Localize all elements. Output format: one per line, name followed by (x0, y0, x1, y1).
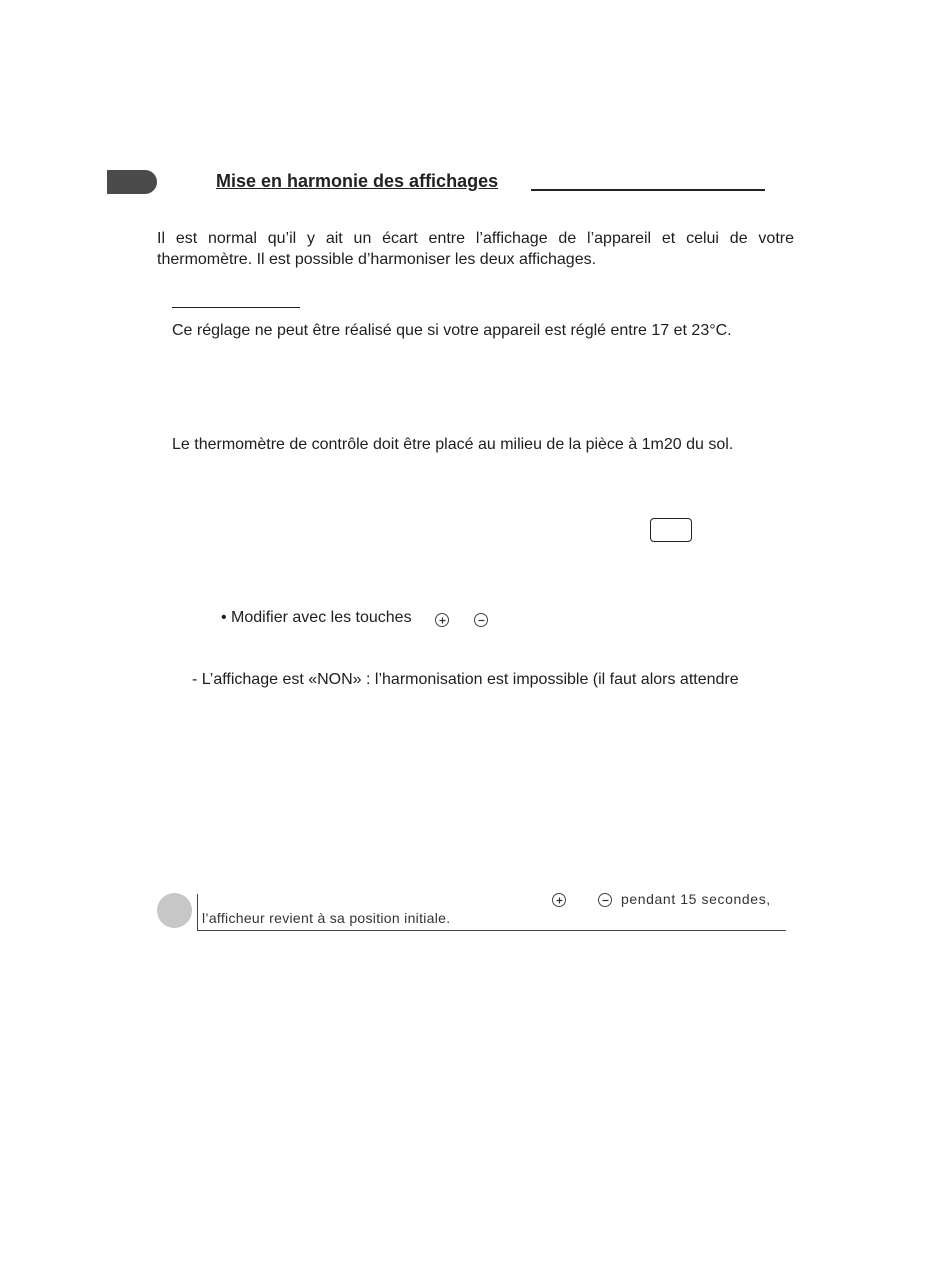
info-text-tail: pendant 15 secondes, (621, 891, 771, 907)
display-key-box (650, 518, 692, 542)
note-rule (172, 307, 300, 308)
info-box-left-rule (197, 894, 198, 930)
section-tab-marker (107, 170, 157, 194)
info-text-line2: l’afficheur revient à sa position initiale. (202, 910, 451, 926)
section-title: Mise en harmonie des affichages (216, 171, 499, 191)
plus-circle-icon (552, 893, 566, 907)
minus-circle-icon (474, 613, 488, 627)
minus-circle-icon (598, 893, 612, 907)
non-display-text: - L’affichage est «NON» : l’harmonisation est impossible (il faut alors attendre (192, 671, 739, 688)
modify-step-text: • Modifier avec les touches (221, 609, 412, 626)
info-dot-icon (157, 893, 192, 928)
note-text: Ce réglage ne peut être réalisé que si votre appareil est réglé entre 17 et 23°C. (172, 322, 732, 339)
plus-circle-icon (435, 613, 449, 627)
intro-paragraph: Il est normal qu’il y ait un écart entre l’affichage de l’appareil et celui de votre thermomètre. Il est possible d’harmoniser les deux affichages. (157, 230, 794, 268)
thermometer-placement-text: Le thermomètre de contrôle doit être placé au milieu de la pièce à 1m20 du sol. (172, 436, 734, 453)
info-box-bottom-rule (197, 930, 786, 931)
title-underline-rule (531, 189, 765, 191)
